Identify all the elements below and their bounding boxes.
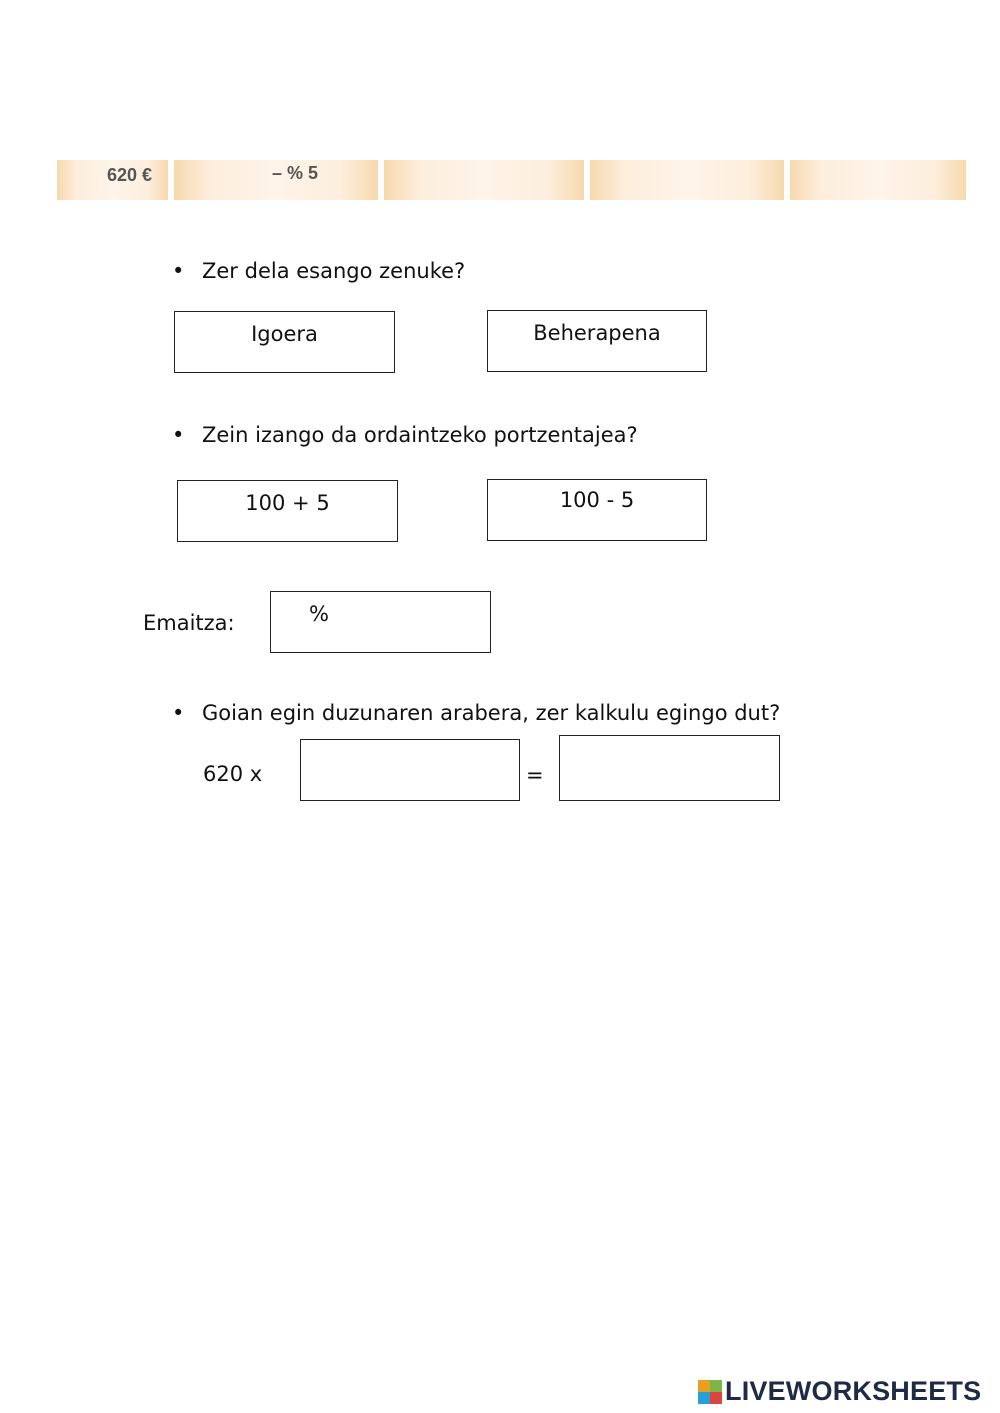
result-label: Emaitza: (143, 611, 235, 635)
percent-sign: % (309, 602, 329, 626)
liveworksheets-logo (698, 1376, 981, 1407)
question-2-text: Zein izango da ordaintzeko portzentajea? (202, 423, 638, 447)
option-100-minus-5[interactable] (487, 479, 707, 541)
logo-mark-icon (698, 1380, 722, 1404)
discount-value: – % 5 (272, 163, 319, 183)
logo-square (698, 1392, 710, 1404)
logo-text: LIVEWORKSHEETS (725, 1376, 982, 1406)
bullet-icon: • (172, 701, 185, 725)
discount-cell (174, 160, 378, 200)
answer-input[interactable] (559, 735, 780, 801)
calc-prefix: 620 x (203, 762, 263, 786)
option-beherapena-label: Beherapena (533, 321, 661, 345)
option-beherapena[interactable] (487, 310, 707, 372)
question-3-text: Goian egin duzunaren arabera, zer kalkulu egingo dut? (202, 701, 781, 725)
option-100-minus-5-label: 100 - 5 (559, 488, 635, 512)
logo-square (710, 1380, 722, 1392)
empty-cell-1 (384, 160, 584, 200)
equals-sign: = (526, 763, 544, 787)
question-1-text: Zer dela esango zenuke? (202, 259, 466, 283)
logo-square (710, 1392, 722, 1404)
question-2 (172, 423, 638, 447)
question-1 (172, 259, 465, 283)
bullet-icon: • (172, 259, 185, 283)
logo-square (698, 1380, 710, 1392)
price-value: 620 € (107, 165, 153, 185)
price-cell (57, 160, 168, 200)
multiplier-input[interactable] (300, 739, 520, 801)
result-input[interactable] (270, 591, 491, 653)
empty-cell-2 (590, 160, 784, 200)
option-igoera-label: Igoera (251, 322, 318, 346)
option-100-plus-5[interactable] (177, 480, 398, 542)
option-100-plus-5-label: 100 + 5 (245, 491, 330, 515)
question-3 (172, 701, 780, 725)
empty-cell-3 (790, 160, 966, 200)
bullet-icon: • (172, 423, 185, 447)
option-igoera[interactable] (174, 311, 395, 373)
